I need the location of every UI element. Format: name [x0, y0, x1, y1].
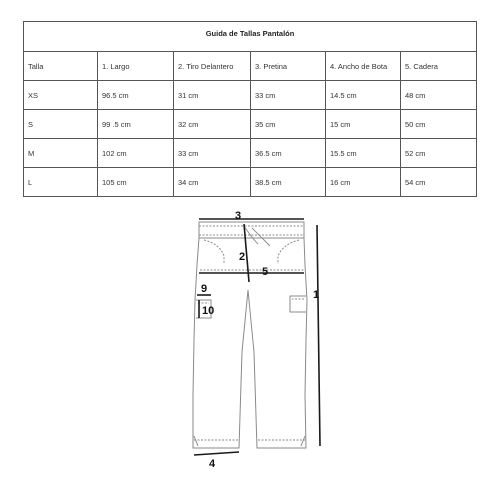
label-tiro: 2 — [239, 251, 246, 263]
table-header-row — [24, 52, 477, 81]
header-ancho-bota: 4. Ancho de Bota — [326, 52, 401, 81]
size-guide-table — [23, 21, 477, 197]
cell-talla: XS — [24, 81, 98, 110]
measurement-lines — [194, 219, 320, 455]
cell-tiro: 31 cm — [174, 81, 251, 110]
header-pretina: 3. Pretina — [251, 52, 326, 81]
cell-largo: 102 cm — [98, 139, 174, 168]
label-bota: 4 — [209, 458, 216, 470]
cell-cadera: 48 cm — [401, 81, 477, 110]
cell-talla: L — [24, 168, 98, 197]
header-cadera: 5. Cadera — [401, 52, 477, 81]
bota-line — [194, 452, 239, 455]
cell-tiro: 32 cm — [174, 110, 251, 139]
measurement-labels — [201, 210, 319, 470]
cell-pretina: 33 cm — [251, 81, 326, 110]
cell-pretina: 38.5 cm — [251, 168, 326, 197]
cell-cadera: 54 cm — [401, 168, 477, 197]
header-tiro-delantero: 2. Tiro Delantero — [174, 52, 251, 81]
pants-measurement-diagram — [180, 205, 340, 480]
cell-tiro: 33 cm — [174, 139, 251, 168]
cell-bota: 15.5 cm — [326, 139, 401, 168]
label-pretina: 3 — [235, 210, 242, 222]
cell-bota: 14.5 cm — [326, 81, 401, 110]
header-talla: Talla — [24, 52, 98, 81]
cell-tiro: 34 cm — [174, 168, 251, 197]
cell-largo: 96.5 cm — [98, 81, 174, 110]
cell-talla: S — [24, 110, 98, 139]
cell-cadera: 50 cm — [401, 110, 477, 139]
table-row — [24, 168, 477, 197]
cell-bota: 15 cm — [326, 110, 401, 139]
cell-largo: 99 .5 cm — [98, 110, 174, 139]
cell-pretina: 36.5 cm — [251, 139, 326, 168]
table-row — [24, 139, 477, 168]
label-bolsillo-ancho: 9 — [201, 283, 208, 295]
cell-pretina: 35 cm — [251, 110, 326, 139]
table-row — [24, 110, 477, 139]
label-largo: 1 — [313, 289, 320, 301]
table-title-row — [24, 22, 477, 52]
label-bolsillo-alto: 10 — [202, 305, 215, 317]
cell-cadera: 52 cm — [401, 139, 477, 168]
cell-bota: 16 cm — [326, 168, 401, 197]
largo-line — [317, 225, 320, 446]
cell-largo: 105 cm — [98, 168, 174, 197]
label-cadera: 5 — [262, 266, 269, 278]
pants-outline — [193, 222, 307, 448]
table-row — [24, 81, 477, 110]
header-largo: 1. Largo — [98, 52, 174, 81]
cell-talla: M — [24, 139, 98, 168]
table-title: Guida de Tallas Pantalón — [24, 22, 477, 52]
